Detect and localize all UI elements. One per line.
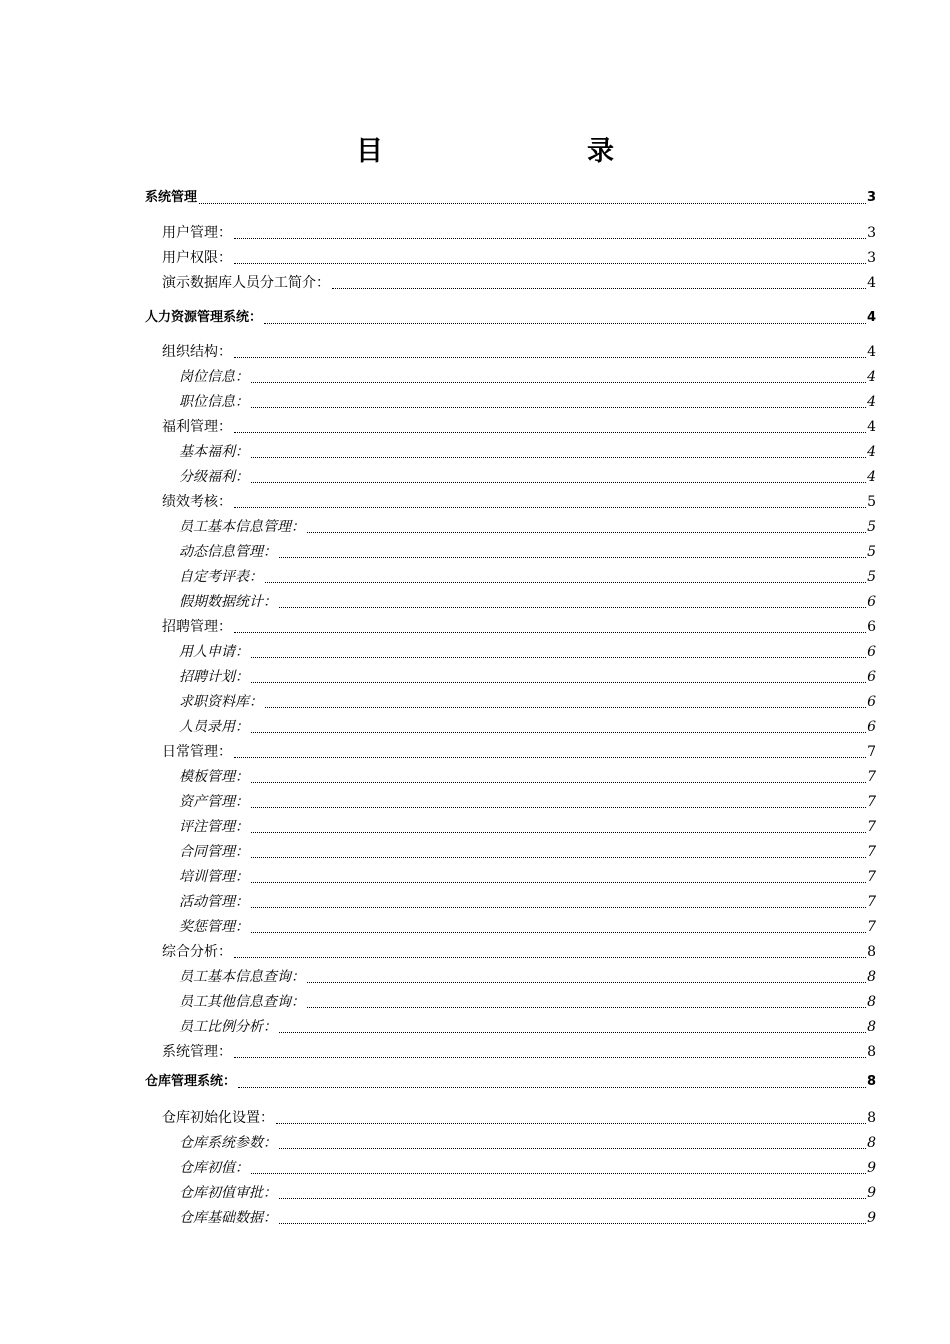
toc-entry-page-number: 8 [867, 1135, 876, 1151]
toc-entry-label: 员工基本信息管理： [179, 519, 305, 535]
toc-dot-leader [234, 1044, 866, 1058]
toc-entry[interactable] [145, 307, 876, 329]
toc-entry-label: 员工基本信息查询： [179, 969, 305, 985]
toc-entry[interactable] [179, 1207, 876, 1229]
toc-entry[interactable] [179, 541, 876, 563]
toc-entry-page-number: 9 [867, 1210, 876, 1226]
toc-entry[interactable] [179, 991, 876, 1013]
toc-entry[interactable] [162, 341, 876, 363]
toc-entry-label: 仓库初值： [179, 1160, 249, 1176]
toc-dot-leader [234, 250, 866, 264]
toc-entry[interactable] [179, 666, 876, 688]
toc-dot-leader [251, 769, 866, 783]
toc-entry-label: 模板管理： [179, 769, 249, 785]
toc-entry-page-number: 7 [867, 894, 876, 910]
toc-dot-leader [238, 1074, 866, 1088]
toc-entry[interactable] [179, 766, 876, 788]
toc-entry[interactable] [179, 1182, 876, 1204]
toc-entry-page-number: 6 [867, 694, 876, 710]
toc-dot-leader [251, 894, 866, 908]
toc-entry[interactable] [179, 516, 876, 538]
toc-entry[interactable] [162, 616, 876, 638]
toc-dot-leader [279, 1185, 866, 1199]
toc-entry-page-number: 6 [867, 594, 876, 610]
toc-entry-label: 仓库系统参数： [179, 1135, 277, 1151]
toc-entry[interactable] [179, 841, 876, 863]
toc-dot-leader [251, 369, 866, 383]
toc-entry-page-number: 8 [867, 969, 876, 985]
toc-dot-leader [234, 419, 866, 433]
toc-dot-leader [234, 225, 866, 239]
toc-entry-page-number: 5 [867, 569, 876, 585]
toc-entry-page-number: 9 [867, 1185, 876, 1201]
toc-entry-page-number: 4 [867, 444, 876, 460]
toc-dot-leader [264, 310, 866, 324]
toc-dot-leader [307, 994, 866, 1008]
toc-dot-leader [265, 694, 866, 708]
toc-entry[interactable] [179, 391, 876, 413]
toc-entry[interactable] [179, 1157, 876, 1179]
toc-entry[interactable] [179, 691, 876, 713]
toc-entry-page-number: 8 [866, 1074, 876, 1089]
toc-dot-leader [251, 794, 866, 808]
toc-entry[interactable] [162, 1107, 876, 1129]
toc-entry-label: 假期数据统计： [179, 594, 277, 610]
toc-entry[interactable] [145, 1071, 876, 1093]
toc-entry-page-number: 5 [867, 494, 876, 510]
toc-entry-page-number: 4 [867, 275, 876, 291]
toc-entry-page-number: 7 [867, 744, 876, 760]
toc-entry-page-number: 3 [867, 225, 876, 241]
toc-dot-leader [199, 190, 866, 204]
toc-entry[interactable] [179, 716, 876, 738]
toc-entry-label: 仓库管理系统： [145, 1074, 237, 1089]
toc-dot-leader [251, 719, 866, 733]
toc-dot-leader [251, 919, 866, 933]
toc-entry-label: 仓库初始化设置： [162, 1110, 274, 1126]
toc-entry-label: 日常管理： [162, 744, 232, 760]
toc-dot-leader [251, 1160, 866, 1174]
toc-entry-page-number: 8 [867, 1044, 876, 1060]
toc-entry[interactable] [179, 966, 876, 988]
toc-entry-label: 系统管理 [145, 190, 198, 205]
toc-entry-page-number: 7 [867, 819, 876, 835]
toc-entry[interactable] [162, 741, 876, 763]
toc-entry[interactable] [162, 222, 876, 244]
toc-entry[interactable] [179, 441, 876, 463]
toc-entry-label: 人员录用： [179, 719, 249, 735]
toc-entry[interactable] [179, 791, 876, 813]
toc-entry[interactable] [162, 941, 876, 963]
toc-entry[interactable] [179, 1016, 876, 1038]
toc-entry-page-number: 8 [867, 1110, 876, 1126]
toc-entry-page-number: 7 [867, 869, 876, 885]
toc-entry[interactable] [179, 466, 876, 488]
toc-entry[interactable] [162, 272, 876, 294]
toc-entry-page-number: 7 [867, 844, 876, 860]
toc-entry-label: 组织结构： [162, 344, 232, 360]
toc-entry-label: 职位信息： [179, 394, 249, 410]
toc-dot-leader [279, 594, 866, 608]
toc-entry-label: 奖惩管理： [179, 919, 249, 935]
toc-entry-label: 招聘管理： [162, 619, 232, 635]
toc-entry-page-number: 5 [867, 544, 876, 560]
toc-entry[interactable] [162, 491, 876, 513]
toc-title: 目 录 [356, 136, 664, 167]
toc-entry-page-number: 6 [867, 669, 876, 685]
toc-entry[interactable] [179, 591, 876, 613]
toc-dot-leader [234, 944, 866, 958]
toc-entry-label: 资产管理： [179, 794, 249, 810]
toc-entry[interactable] [179, 816, 876, 838]
toc-entry-label: 员工其他信息查询： [179, 994, 305, 1010]
toc-entry[interactable] [179, 1132, 876, 1154]
toc-entry-page-number: 4 [866, 310, 876, 325]
toc-entry[interactable] [162, 1041, 876, 1063]
toc-dot-leader [265, 569, 866, 583]
toc-entry-page-number: 6 [867, 644, 876, 660]
toc-entry[interactable] [179, 866, 876, 888]
toc-entry-page-number: 6 [867, 619, 876, 635]
toc-entry-page-number: 8 [867, 944, 876, 960]
toc-dot-leader [251, 444, 866, 458]
toc-entry-label: 仓库初值审批： [179, 1185, 277, 1201]
toc-entry-page-number: 7 [867, 769, 876, 785]
toc-entry-label: 福利管理： [162, 419, 232, 435]
toc-entry-page-number: 4 [867, 469, 876, 485]
toc-entry-label: 仓库基础数据： [179, 1210, 277, 1226]
toc-entry-label: 演示数据库人员分工简介： [162, 275, 330, 291]
toc-dot-leader [279, 1019, 866, 1033]
toc-entry[interactable] [145, 187, 876, 209]
toc-dot-leader [307, 519, 866, 533]
toc-entry[interactable] [162, 416, 876, 438]
toc-entry-label: 绩效考核： [162, 494, 232, 510]
toc-entry-page-number: 8 [867, 994, 876, 1010]
toc-entry-page-number: 3 [867, 250, 876, 266]
toc-entry[interactable] [179, 891, 876, 913]
toc-entry[interactable] [179, 641, 876, 663]
toc-dot-leader [307, 969, 866, 983]
toc-entry-label: 用户权限： [162, 250, 232, 266]
toc-dot-leader [251, 469, 866, 483]
toc-dot-leader [276, 1110, 866, 1124]
toc-dot-leader [251, 669, 866, 683]
toc-dot-leader [234, 344, 866, 358]
toc-entry-label: 培训管理： [179, 869, 249, 885]
toc-dot-leader [234, 619, 866, 633]
toc-dot-leader [279, 544, 866, 558]
toc-entry-page-number: 6 [867, 719, 876, 735]
toc-entry-label: 员工比例分析： [179, 1019, 277, 1035]
toc-dot-leader [234, 494, 866, 508]
toc-entry-label: 动态信息管理： [179, 544, 277, 560]
toc-entry[interactable] [179, 366, 876, 388]
toc-dot-leader [234, 744, 866, 758]
toc-entry-label: 评注管理： [179, 819, 249, 835]
toc-entry-page-number: 4 [867, 369, 876, 385]
toc-entry-page-number: 4 [867, 344, 876, 360]
toc-entry-page-number: 5 [867, 519, 876, 535]
toc-entry-page-number: 8 [867, 1019, 876, 1035]
toc-dot-leader [251, 869, 866, 883]
toc-entry-label: 合同管理： [179, 844, 249, 860]
toc-entry-label: 用人申请： [179, 644, 249, 660]
toc-entry-label: 综合分析： [162, 944, 232, 960]
toc-dot-leader [251, 644, 866, 658]
toc-entry-page-number: 3 [866, 190, 876, 205]
toc-entry-label: 岗位信息： [179, 369, 249, 385]
toc-entry-label: 用户管理： [162, 225, 232, 241]
toc-entry-page-number: 4 [867, 394, 876, 410]
toc-dot-leader [332, 275, 866, 289]
toc-entry[interactable] [162, 247, 876, 269]
toc-entry[interactable] [179, 566, 876, 588]
toc-entry-page-number: 4 [867, 419, 876, 435]
toc-entry-page-number: 9 [867, 1160, 876, 1176]
toc-entry-label: 人力资源管理系统： [145, 310, 263, 325]
toc-entry-label: 活动管理： [179, 894, 249, 910]
toc-entry-label: 基本福利： [179, 444, 249, 460]
toc-entry-label: 自定考评表： [179, 569, 263, 585]
toc-dot-leader [251, 819, 866, 833]
toc-entry-page-number: 7 [867, 794, 876, 810]
toc-entry-label: 招聘计划： [179, 669, 249, 685]
toc-entry-page-number: 7 [867, 919, 876, 935]
toc-entry-label: 系统管理： [162, 1044, 232, 1060]
toc-dot-leader [251, 844, 866, 858]
toc-dot-leader [251, 394, 866, 408]
toc-entry[interactable] [179, 916, 876, 938]
toc-dot-leader [279, 1135, 866, 1149]
toc-entry-label: 分级福利： [179, 469, 249, 485]
toc-dot-leader [279, 1210, 866, 1224]
toc-entry-label: 求职资料库： [179, 694, 263, 710]
